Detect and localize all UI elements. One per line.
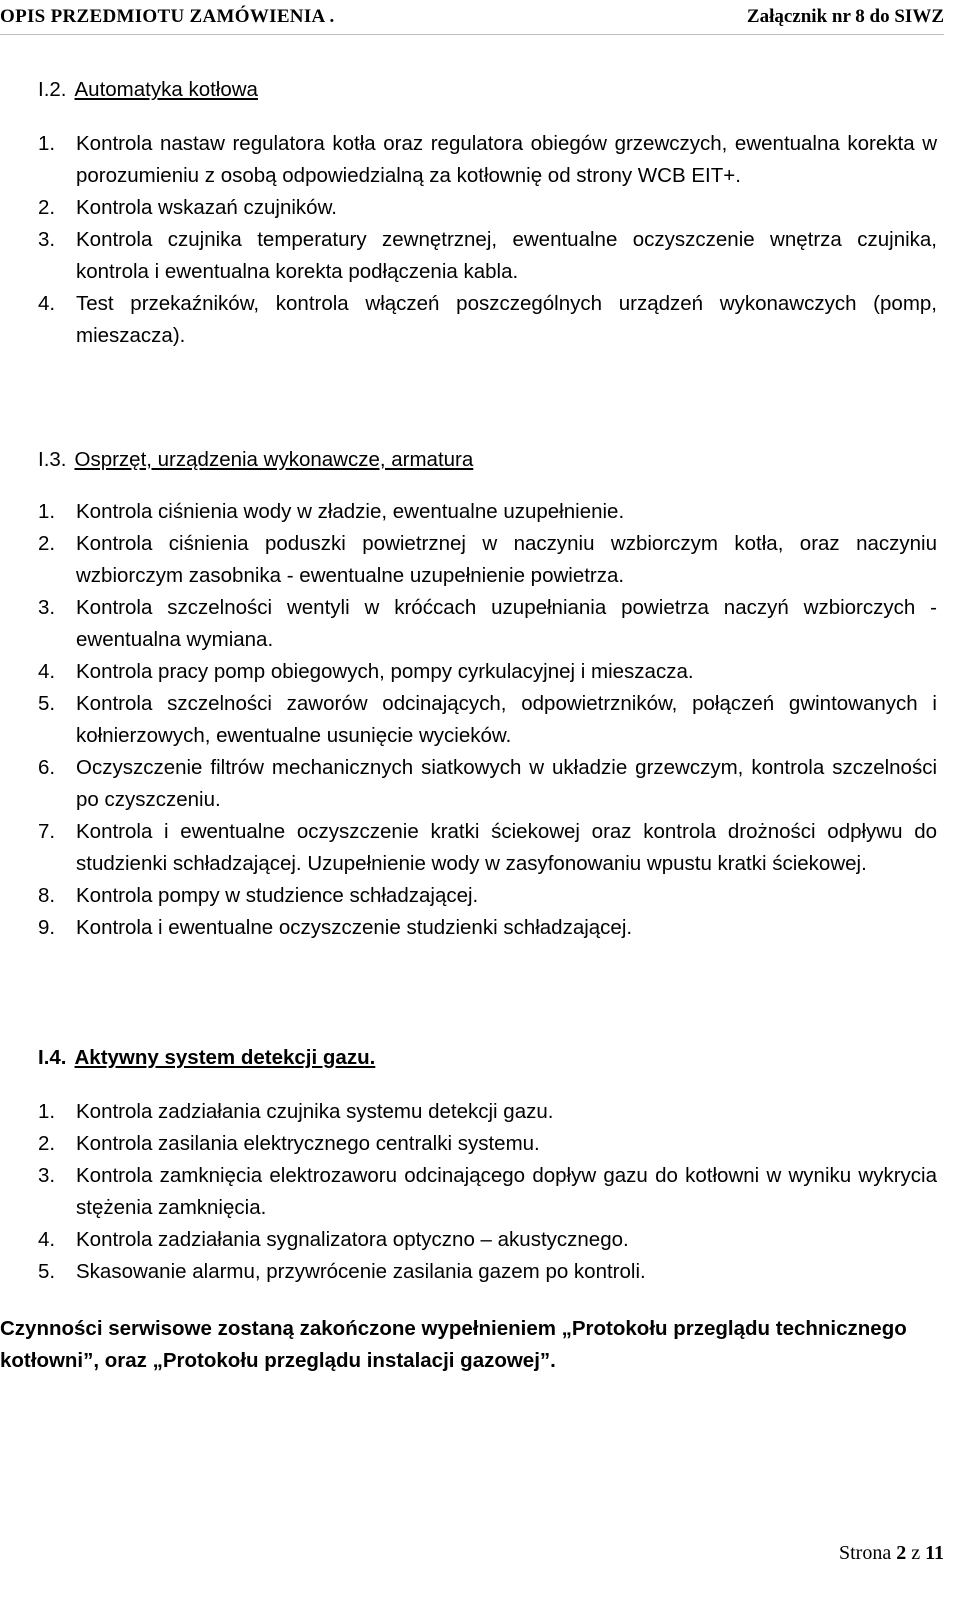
list-item xyxy=(38,1128,937,1160)
page-number xyxy=(839,1542,944,1565)
section-list xyxy=(38,496,937,944)
list-item xyxy=(38,192,937,224)
list-item xyxy=(38,752,937,816)
list-item xyxy=(38,688,937,752)
item-number: 1. xyxy=(38,500,56,523)
section-automatyka xyxy=(38,74,937,352)
list-item xyxy=(38,224,937,288)
item-number: 3. xyxy=(38,228,56,251)
item-number: 3. xyxy=(38,1164,56,1187)
item-number: 2. xyxy=(38,1132,56,1155)
page-separator: z xyxy=(911,1542,921,1564)
item-text: Kontrola pompy w studzience schładzającej. xyxy=(76,884,479,907)
list-item xyxy=(38,816,937,880)
closing-note: Czynności serwisowe zostaną zakończone wypełnieniem „Protokołu przeglądu technicznego kotłowni”, oraz „Protokołu przeglądu instalacji gazowej”. xyxy=(0,1317,907,1372)
item-text: Kontrola nastaw regulatora kotła oraz regulatora obiegów grzewczych, ewentualna korekta w porozumieniu z osobą odpowiedzialną za kotłownię od strony WCB EIT+. xyxy=(76,132,937,187)
section-number: I.2. xyxy=(38,78,67,101)
item-number: 9. xyxy=(38,916,56,939)
item-number: 2. xyxy=(38,196,56,219)
header-divider xyxy=(0,34,944,35)
section-heading: Automatyka kotłowa xyxy=(74,78,258,101)
item-number: 1. xyxy=(38,1100,56,1123)
item-text: Kontrola czujnika temperatury zewnętrznej, ewentualne oczyszczenie wnętrza czujnika, kontrola i ewentualna korekta podłączenia kabla. xyxy=(76,228,937,283)
section-title xyxy=(38,74,937,106)
item-number: 2. xyxy=(38,532,56,555)
section-heading: Osprzęt, urządzenia wykonawcze, armatura xyxy=(74,448,474,471)
section-detekcja-gazu xyxy=(38,1042,937,1288)
item-text: Skasowanie alarmu, przywrócenie zasilania gazem po kontroli. xyxy=(76,1260,646,1283)
list-item xyxy=(38,288,937,352)
section-list xyxy=(38,1096,937,1288)
list-item xyxy=(38,128,937,192)
item-number: 4. xyxy=(38,1228,56,1251)
item-number: 4. xyxy=(38,292,56,315)
section-heading: Aktywny system detekcji gazu. xyxy=(74,1046,376,1069)
current-page: 2 xyxy=(896,1542,907,1564)
item-number: 7. xyxy=(38,820,56,843)
section-title xyxy=(38,1042,937,1074)
attachment-label: Załącznik nr 8 do SIWZ xyxy=(746,6,944,27)
section-list xyxy=(38,128,937,352)
list-item xyxy=(38,1096,937,1128)
item-text: Kontrola zamknięcia elektrozaworu odcinającego dopływ gazu do kotłowni w wyniku wykrycia stężenia zamknięcia. xyxy=(76,1164,937,1219)
section-osprzet xyxy=(38,444,937,944)
item-text: Kontrola i ewentualne oczyszczenie studzienki schładzającej. xyxy=(76,916,633,939)
section-number: I.4. xyxy=(38,1046,67,1069)
document-title: OPIS PRZEDMIOTU ZAMÓWIENIA . xyxy=(0,6,335,27)
list-item xyxy=(38,656,937,688)
page-label: Strona xyxy=(838,1542,892,1564)
list-item xyxy=(38,880,937,912)
list-item xyxy=(38,528,937,592)
item-text: Test przekaźników, kontrola włączeń poszczególnych urządzeń wykonawczych (pomp, mieszacza). xyxy=(76,292,937,347)
list-item xyxy=(38,592,937,656)
section-number: I.3. xyxy=(38,448,67,471)
item-number: 5. xyxy=(38,1260,56,1283)
item-text: Kontrola szczelności wentyli w króćcach uzupełniania powietrza naczyń wzbiorczych - ewentualna wymiana. xyxy=(76,596,937,651)
list-item xyxy=(38,912,937,944)
list-item xyxy=(38,1224,937,1256)
item-text: Oczyszczenie filtrów mechanicznych siatkowych w układzie grzewczym, kontrola szczelności po czyszczeniu. xyxy=(76,756,937,811)
item-text: Kontrola wskazań czujników. xyxy=(76,196,337,219)
item-text: Kontrola pracy pomp obiegowych, pompy cyrkulacyjnej i mieszacza. xyxy=(76,660,694,683)
section-title xyxy=(38,444,937,476)
item-text: Kontrola ciśnienia wody w zładzie, ewentualne uzupełnienie. xyxy=(76,500,625,523)
item-number: 1. xyxy=(38,132,56,155)
item-text: Kontrola szczelności zaworów odcinających, odpowietrzników, połączeń gwintowanych i kołnierzowych, ewentualne usunięcie wycieków. xyxy=(76,692,937,747)
item-text: Kontrola zadziałania czujnika systemu detekcji gazu. xyxy=(76,1100,554,1123)
list-item xyxy=(38,1256,937,1288)
item-text: Kontrola i ewentualne oczyszczenie kratki ściekowej oraz kontrola drożności odpływu do studzienki schładzającej. Uzupełnienie wody w zasyfonowaniu wpustu kratki ściekowej. xyxy=(76,820,937,875)
item-number: 6. xyxy=(38,756,56,779)
item-number: 5. xyxy=(38,692,56,715)
list-item xyxy=(38,496,937,528)
item-number: 4. xyxy=(38,660,56,683)
list-item xyxy=(38,1160,937,1224)
item-number: 3. xyxy=(38,596,56,619)
item-text: Kontrola ciśnienia poduszki powietrznej w naczyniu wzbiorczym kotła, oraz naczyniu wzbiorczym zasobnika - ewentualne uzupełnienie powietrza. xyxy=(76,532,937,587)
item-text: Kontrola zadziałania sygnalizatora optyczno – akustycznego. xyxy=(76,1228,629,1251)
total-pages: 11 xyxy=(925,1542,944,1564)
item-text: Kontrola zasilania elektrycznego centralki systemu. xyxy=(76,1132,540,1155)
item-number: 8. xyxy=(38,884,56,907)
